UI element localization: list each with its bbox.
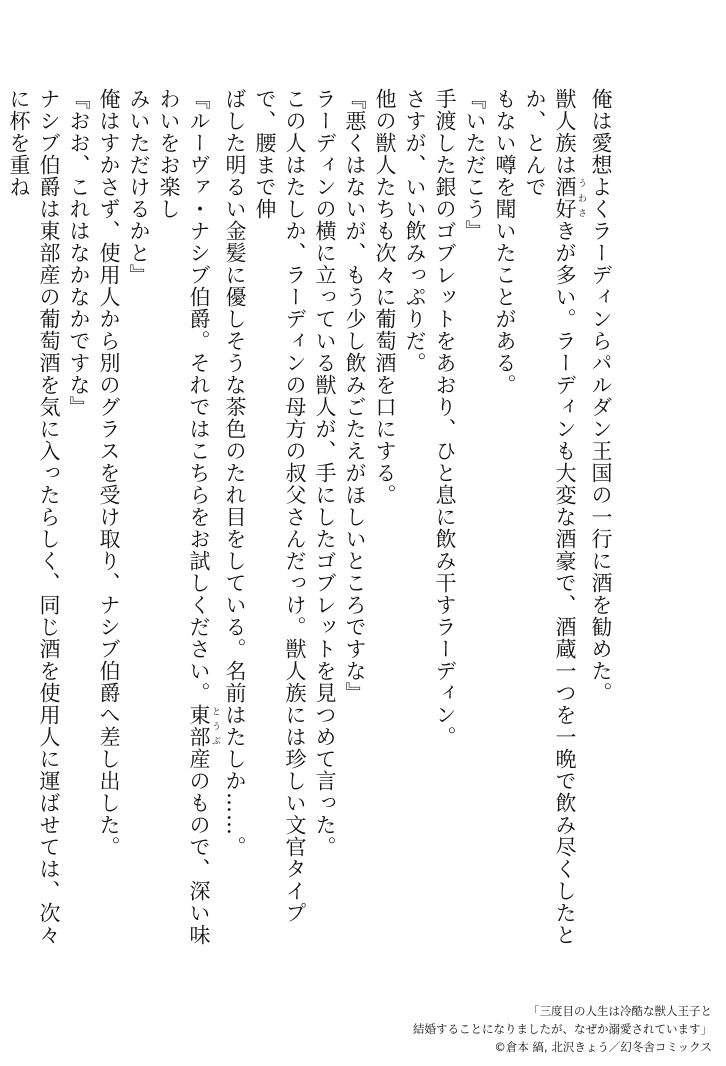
text-segment: 『いただこう』 <box>463 88 487 242</box>
text-segment: 他の獣人たちも次々に葡萄酒を口にする。 <box>373 88 397 506</box>
copyright-credit <box>413 1002 712 1056</box>
text-segment <box>0 88 1 176</box>
text-line <box>64 88 94 948</box>
text-segment: 俺は愛想よくラーディンらパルダン王国の一行に酒を勧めた。 <box>589 88 613 704</box>
credit-title-line-2: 結婚することになりましたが、なぜか溺愛されています」 <box>413 1022 712 1036</box>
text-line <box>460 88 490 948</box>
ruby-reading: うわさ <box>576 176 586 220</box>
text-line <box>124 88 154 948</box>
text-line <box>154 88 220 948</box>
text-segment: ばした明るい金髪に優しそうな茶色のたれ目をしている。名前はたしか……。 <box>223 88 247 858</box>
text-line <box>220 88 250 948</box>
text-line <box>340 88 370 948</box>
ruby-annotated-word: 酒好 うわさ <box>553 176 586 220</box>
text-segment: 『ルーヴァ・ナシブ伯爵。それではこちらをお試しください。 <box>187 88 211 704</box>
ruby-reading: とうぶ <box>210 704 220 748</box>
text-segment: を聞いたことがある。 <box>493 176 517 396</box>
text-segment: さすが、いい飲みっぷりだ。 <box>403 88 427 374</box>
text-segment: ナシブ伯爵は東部産の葡萄酒を気に入ったらしく、同じ酒を使用人に運ばせては、次々に杯を重ね <box>7 88 61 946</box>
text-line <box>0 88 4 948</box>
text-segment: 『悪くはないが、もう少し飲みごたえがほしいところですな』 <box>343 88 367 704</box>
ruby-annotated-word: 東部 とうぶ <box>187 704 220 748</box>
text-line <box>400 88 430 948</box>
text-line <box>4 88 64 948</box>
text-segment: ラーディンの横に立っている獣人が、手にしたゴブレットを見つめて言った。 <box>313 88 337 858</box>
credit-copyright-line: ©倉本 縞, 北沢きょう／幻冬舎コミックス <box>494 1040 712 1054</box>
text-segment: この人はたしか、ラーディンの母方の叔父さんだっけ。獣人族には珍しい文官タイプで、腰まで伸 <box>253 88 307 924</box>
text-segment: みいただけるかと』 <box>127 88 151 286</box>
text-line <box>94 88 124 948</box>
text-line <box>430 88 460 948</box>
text-segment: 手渡した銀のゴブレットをあおり、ひと息に飲み干すラーディン。 <box>433 88 457 748</box>
credit-title-line-1: 「三度目の人生は冷酷な獣人王子と <box>528 1004 712 1018</box>
text-line <box>310 88 340 948</box>
novel-text-body <box>7 88 616 948</box>
text-segment: もない <box>493 88 517 154</box>
text-line <box>520 88 586 948</box>
text-segment: きが多い。ラーディンも大変な酒豪で、酒蔵一つを一晩で飲み尽くしたとか、とんで <box>523 88 577 946</box>
ruby-annotated-word: 噂 <box>493 154 517 176</box>
text-segment: 獣人族は <box>553 88 577 176</box>
text-line <box>250 88 310 948</box>
text-line <box>370 88 400 948</box>
text-line <box>490 88 520 948</box>
text-line <box>586 88 616 948</box>
text-segment: 『おお、これはなかなかですな』 <box>67 88 91 418</box>
text-segment: 俺はすかさず、使用人から別のグラスを受け取り、ナシブ伯爵へ差し出した。 <box>97 88 121 858</box>
text-segment: 産のもので、深い味わいをお楽し <box>157 88 211 946</box>
